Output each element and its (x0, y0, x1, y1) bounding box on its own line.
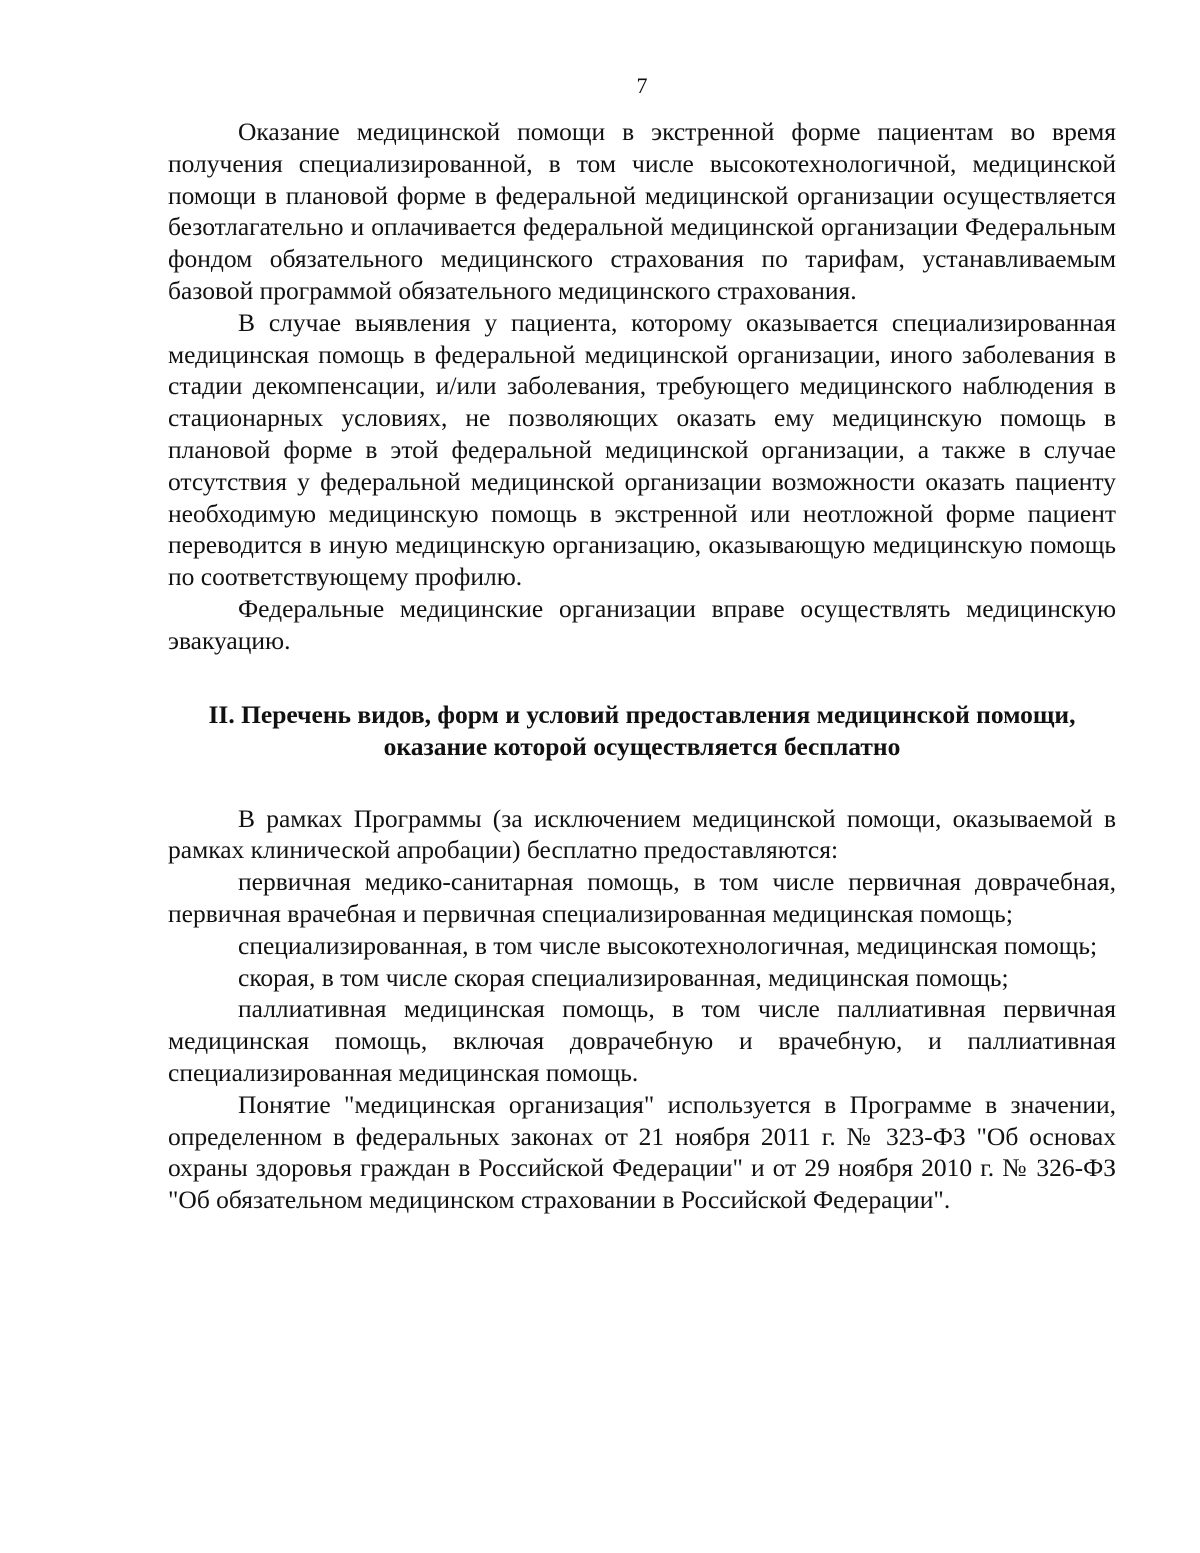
section-heading-line-1: II. Перечень видов, форм и условий предоставления медицинской помощи, (208, 699, 1076, 729)
paragraph-definition: Понятие "медицинская организация" используется в Программе в значении, определенном в федеральных законах от 21 ноября 2011 г. № 323-ФЗ "Об основах охраны здоровья граждан в Российской Федерации" и от 29 ноября 2010 г. № 326-ФЗ "Об обязательном медицинском страховании в Российской Федерации". (168, 1089, 1116, 1215)
paragraph-patient-transfer: В случае выявления у пациента, которому оказывается специализированная медицинская помощь в федеральной медицинской организации, иного заболевания в стадии декомпенсации, и/или заболевания, требующего медицинского наблюдения в стационарных условиях, не позволяющих оказать ему медицинскую помощь в плановой форме в этой федеральной медицинской организации, а также в случае отсутствия у федеральной медицинской организации возможности оказать пациенту необходимую медицинскую помощь в экстренной или неотложной форме пациент переводится в иную медицинскую организацию, оказывающую медицинскую помощь по соответствующему профилю. (168, 307, 1116, 592)
document-body (168, 116, 1116, 1216)
paragraph-emergency-care: Оказание медицинской помощи в экстренной форме пациентам во время получения специализированной, в том числе высокотехнологичной, медицинской помощи в плановой форме в федеральной медицинской организации осуществляется безотлагательно и оплачивается федеральной медицинской организации Федеральным фондом обязательного медицинского страхования по тарифам, устанавливаемым базовой программой обязательного медицинского страхования. (168, 117, 1116, 305)
section-heading-line-2: оказание которой осуществляется бесплатно (383, 731, 901, 761)
page-number: 7 (636, 73, 648, 98)
paragraph-palliative-care: паллиативная медицинская помощь, в том числе паллиативная первичная медицинская помощь, включая доврачебную и врачебную, и паллиативная специализированная медицинская помощь. (168, 994, 1116, 1087)
paragraph-program-scope: В рамках Программы (за исключением медицинской помощи, оказываемой в рамках клинической апробации) бесплатно предоставляются: (168, 803, 1116, 865)
section-heading (168, 699, 1116, 763)
paragraph-emergency-ambulance: скорая, в том числе скорая специализированная, медицинская помощь; (238, 962, 1009, 992)
paragraph-primary-care: первичная медико-санитарная помощь, в том числе первичная доврачебная, первичная врачебная и первичная специализированная медицинская помощь; (168, 867, 1116, 928)
paragraph-specialized-care: специализированная, в том числе высокотехнологичная, медицинская помощь; (238, 930, 1098, 960)
paragraph-medical-evacuation: Федеральные медицинские организации вправе осуществлять медицинскую эвакуацию. (168, 593, 1116, 655)
